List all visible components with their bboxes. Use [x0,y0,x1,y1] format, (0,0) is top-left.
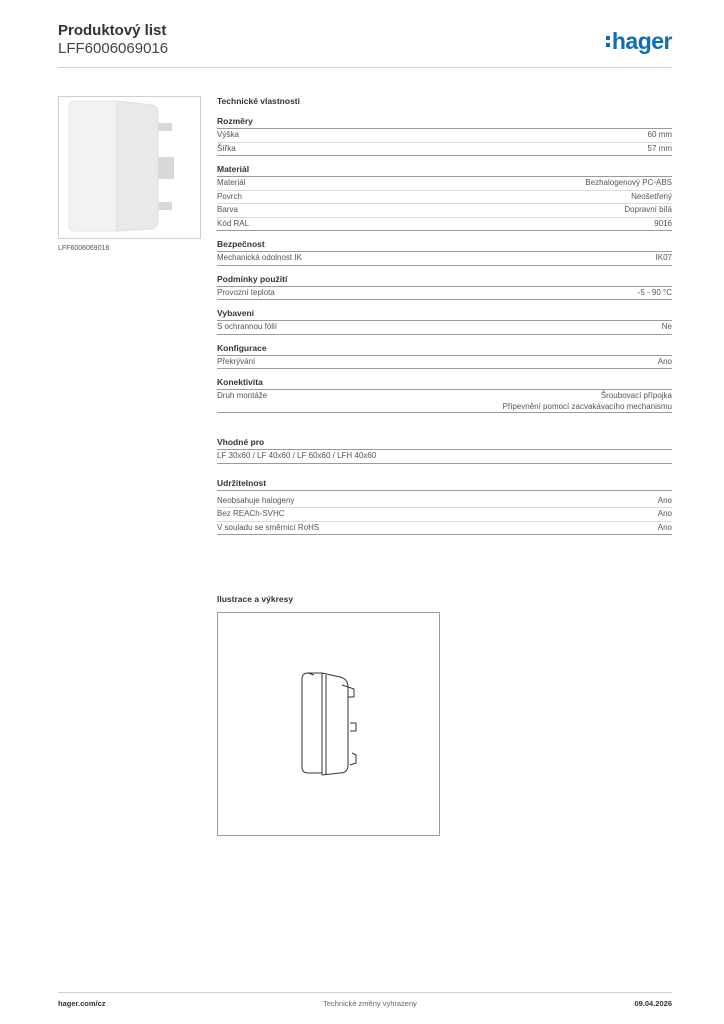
spec-label: Druh montáže [217,391,268,400]
footer-date: 09.04.2026 [634,999,672,1008]
photo-caption: LFF6006069016 [58,245,110,252]
spec-row [217,204,672,218]
spec-row [217,252,672,266]
spec-value: Dopravní bílá [624,205,672,214]
technical-specs [217,96,672,543]
spec-value: 60 mm [647,130,672,139]
product-photo-image [59,97,200,238]
group-title: Udržitelnost [217,478,672,491]
product-code: LFF6006069016 [58,40,169,57]
spec-label: LF 30x60 / LF 40x60 / LF 60x60 / LFH 40x60 [217,451,377,460]
product-photo [58,96,201,239]
spec-label: Výška [217,130,239,139]
page-title: Produktový list [58,22,167,39]
spec-row [217,321,672,335]
group-equipment [217,308,672,335]
spec-value-line: Šroubovací přípojka [600,391,672,400]
spec-label: Barva [217,205,238,214]
spec-label: Překrývání [217,356,256,366]
group-title: Konfigurace [217,343,672,356]
spec-value: -5 - 90 °C [637,287,672,297]
spec-value: Ano [657,495,672,505]
page-footer [58,992,672,1008]
group-title: Rozměry [217,116,672,129]
spec-label: Mechanická odolnost IK [217,253,302,262]
footer-notice: Technické změny vyhrazeny [323,999,417,1008]
spec-label: Provozní teplota [217,287,275,297]
logo-text: hager [611,28,672,54]
spec-value: IK07 [655,253,672,262]
spec-label: Bez REACh-SVHC [217,509,285,518]
group-title: Konektivita [217,377,672,390]
spec-row [217,356,672,370]
spec-row [217,390,672,413]
page-header [58,22,672,68]
spec-label: Povrch [217,191,242,201]
group-conditions [217,274,672,301]
spec-label: V souladu se směrnicí RoHS [217,522,320,532]
spec-row [217,191,672,205]
group-suitable-for [217,437,672,464]
group-connectivity [217,377,672,413]
spec-value: Ano [657,356,672,366]
spec-row [217,143,672,157]
spec-label: Neobsahuje halogeny [217,495,295,505]
spec-value: Ano [657,509,672,518]
spec-row [217,495,672,509]
spec-value: 9016 [654,218,672,228]
group-title: Vybavení [217,308,672,321]
spec-label: Materiál [217,178,246,187]
line-drawing-image [218,613,439,835]
footer-website: hager.com/cz [58,999,106,1008]
spec-label: S ochrannou fólií [217,322,278,331]
spec-row [217,218,672,232]
spec-value: Bezhalogenový PC-ABS [585,178,672,187]
group-title: Materiál [217,164,672,177]
spec-row [217,129,672,143]
hager-logo [606,28,672,55]
spec-row [217,450,672,464]
spec-value-line: Připevnění pomocí zacvakávacího mechanismu [502,402,672,411]
illustrations-heading: Ilustrace a výkresy [217,594,294,604]
group-title: Bezpečnost [217,239,672,252]
group-configuration [217,343,672,370]
spec-value: 57 mm [647,143,672,153]
spec-value: Ne [661,322,672,331]
spec-label: Šířka [217,143,236,153]
spec-label: Kód RAL [217,218,250,228]
spec-row [217,177,672,191]
spec-value: Neošetřený [631,191,672,201]
spec-value: Ano [657,522,672,532]
logo-dots-icon [606,36,610,47]
spec-row [217,508,672,522]
group-title: Vhodné pro [217,437,672,450]
spec-row [217,522,672,536]
group-material [217,164,672,231]
spec-value [503,390,672,412]
group-dimensions [217,116,672,156]
group-safety [217,239,672,266]
technical-drawing [217,612,440,836]
group-title: Podmínky použití [217,274,672,287]
specs-heading: Technické vlastnosti [217,96,300,106]
group-sustainability [217,478,672,536]
spec-row [217,287,672,301]
